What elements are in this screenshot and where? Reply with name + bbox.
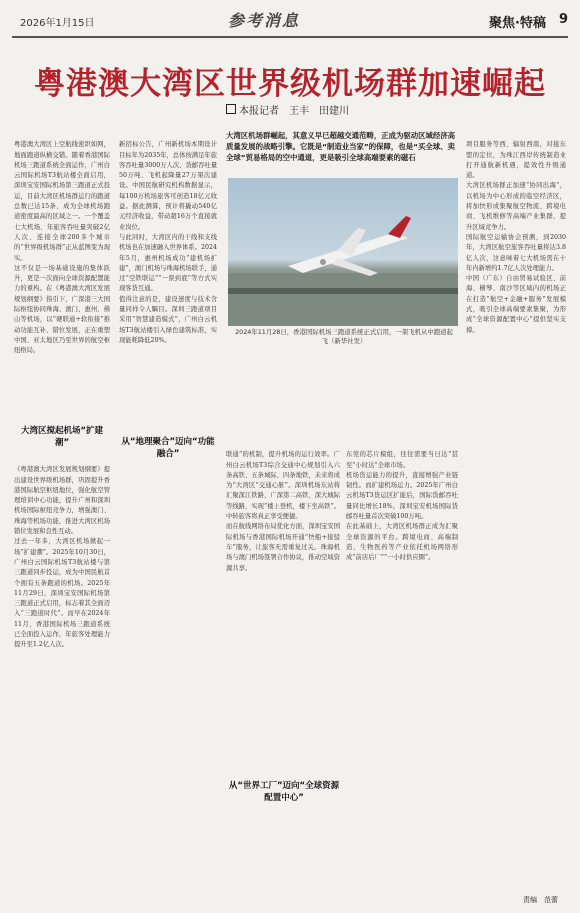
page-header [0, 0, 580, 38]
column-4 [346, 440, 458, 900]
masthead-logo: 参考消息 [228, 11, 301, 30]
col5-text: 项目服务等西、辐射西南，对接东盟的定位，为珠江西岸传统制造业打开通航新机遇，提效性升级通道。 大湾区机场群正加速“协同出海”，以机场为中心形成的临空经济区，将加快形成集聚航空物流、跨境电商、飞机维修等高端产业集群，提升区域竞争力。 国际航空运输协会预测，到2030年，大湾区航空旅客吞吐量将达3.8亿人次，这意味着七大机场需在十年内新增约1.7亿人次处理能力。 中国（广东）自由贸易试验区、前海、横琴、南沙等区域内的机场正在打造“航空+金融+服务”发展模式，吸引全球高端要素集聚，为形成“全球资源配置中心”提供坚实支撑。 [466, 141, 566, 334]
issue-date: 2026年1月15日 [20, 18, 95, 29]
article-summary: 大湾区机场群崛起，其意义早已超越交通范畴，正成为驱动区域经济高质量发展的战略引擎。它既是“制造业当家”的保障，也是“买全球、卖全球”贸易格局的空中通道，更是吸引全球高端要素的磁石 [226, 131, 456, 162]
header-rule [12, 36, 568, 38]
column-1-lower [14, 455, 110, 905]
page-number: 9 [558, 12, 568, 27]
col4-text: 东莞的芯片模组，往往需要当日达“甚至“小时达”全球市场。 机场货运能力的提升，直接增强产业链韧性。而扩建机场运力。2025年广州白云机场T3货运区扩能后，国际货邮吞吐量同比增长18%，深圳宝安机场国际货邮吞吐量首次突破100万吨。 在此基础上，大湾区机场群正成为汇聚全球资源的平台。跨境电商、高端制造、生物医药等产业依托机场网络形成“前店后厂”“一小时供应圈”。 [346, 451, 458, 562]
subhead-1: 大湾区搅起机场“扩建潮” [20, 426, 104, 448]
col2-text: 新招标公告，广州新机场本期设计目标年为2035年，总体按满足年旅客吞吐量3000万人次、货邮吞吐量50万吨、飞机起降量27万架次建设。中国民航研究机构数据显示，每100万机场旅客可创造18亿元收益。据此测算，预计将撬动540亿元经济收益，带动超16万个直接就业岗位。 与此同时，大湾区内的干线和支线机场也在加速融入世界体系。2024年5月，惠州机场成功“建机场扩建”，澳门机场与珠海机场联手，通过“空铁联运”“一票到底”等方式实现客货互通。 值得注意的是，建设速度与技术含量同样令人瞩目。深圳三跑道项目采用“智慧建造模式”，广州白云机场T3航站楼引入绿色建筑标准，实现能耗降低20%。 [119, 141, 217, 344]
col1-text-b: 《粤港澳大湾区发展规划纲要》提出建设世界级机场群，巩固提升香港国际航空枢纽地位，强化航空管理培训中心功能，提升广州和深圳机场国际枢纽竞争力，增强澳门、珠海等机场功能，推进大湾区机场错位发展和良性互动。 过去一年多，大湾区机场掀起一场“扩建潮”。2025年10月30日，广州白云国际机场T3航站楼与第三跑道同步投运，成为中国民航首个拥有五条跑道的机场。2025年11月29日，深圳宝安国际机场第三跑道正式启用，标志着其全面迈入“三跑道时代”。而早在2024年11月，香港国际机场三跑道系统已全面投入运作，年旅客处理能力提升至1.2亿人次。 [14, 466, 110, 649]
byline-box-icon [226, 104, 236, 114]
editor-signature: 责编 范蕾 [523, 896, 558, 904]
subhead-2: 从“地理聚合”迈向“功能融合” [121, 437, 215, 459]
subhead-3: 从“世界工厂”迈向“全球资源配置中心” [228, 781, 340, 803]
photo-caption: 2024年11月28日，香港国际机场三跑道系统正式启用，一架飞机从中跑道起飞（新华社发） [235, 328, 453, 345]
col3-text: 联通”的机制，提升机场的运行效率。广州白云机场T3综合交通中心规划引入六条高铁、五条城际、四条地铁，未来将成为“大湾区“交通心脏”。深圳机场东站将汇聚深江铁路、广深第二高铁、深大城际等线路，实现“楼上登机，楼下坐高铁”。中转旅客将真正享受便捷。 而在航线网络布局优化方面，深圳宝安国际机场与香港国际机场开通“快船+接驳车”服务，让旅客无需重复过关。珠海机场与澳门机场签署合作协议，推动空域资源共享。 [226, 451, 340, 572]
article-headline: 粤港澳大湾区世界级机场群加速崛起 [34, 66, 546, 102]
airplane-takeoff-image [228, 178, 458, 326]
column-3 [226, 440, 340, 900]
column-2 [119, 130, 217, 905]
column-5 [466, 130, 566, 905]
section-title: 聚焦·特稿 [489, 16, 546, 31]
byline [226, 102, 349, 117]
col1-text-a: 粤港澳大湾区上空航线密织如网，地面跑道纵横交错。随着香港国际机场三跑道系统全面运作，广州白云国际机场T3航站楼全面启用，深圳宝安国际机场第三跑道正式投运，目前大湾区机场群运行的跑道总数已达15条，成为全球机场跑道密度最高的区域之一。一个覆盖七大机场、年旅客吞吐量突破2亿人次、连接全球200多个城市的“世界级机场群”正从蓝图变为现实。 这不仅是一场基础设施的集体跃升，更是一次面向全球资源配置能力的重构。在《粤港澳大湾区发展规划纲要》指引下，广深港三大国际枢纽协同珠海、澳门、惠州、佛山等机场，以“硬联通+软衔接”推动功能互补、错位发展，正在重塑中国、亚太地区乃至世界的航空枢纽格局。 [14, 141, 110, 355]
byline-text: 本报记者 王丰 田建川 [239, 106, 349, 117]
airport-photo [228, 178, 458, 326]
